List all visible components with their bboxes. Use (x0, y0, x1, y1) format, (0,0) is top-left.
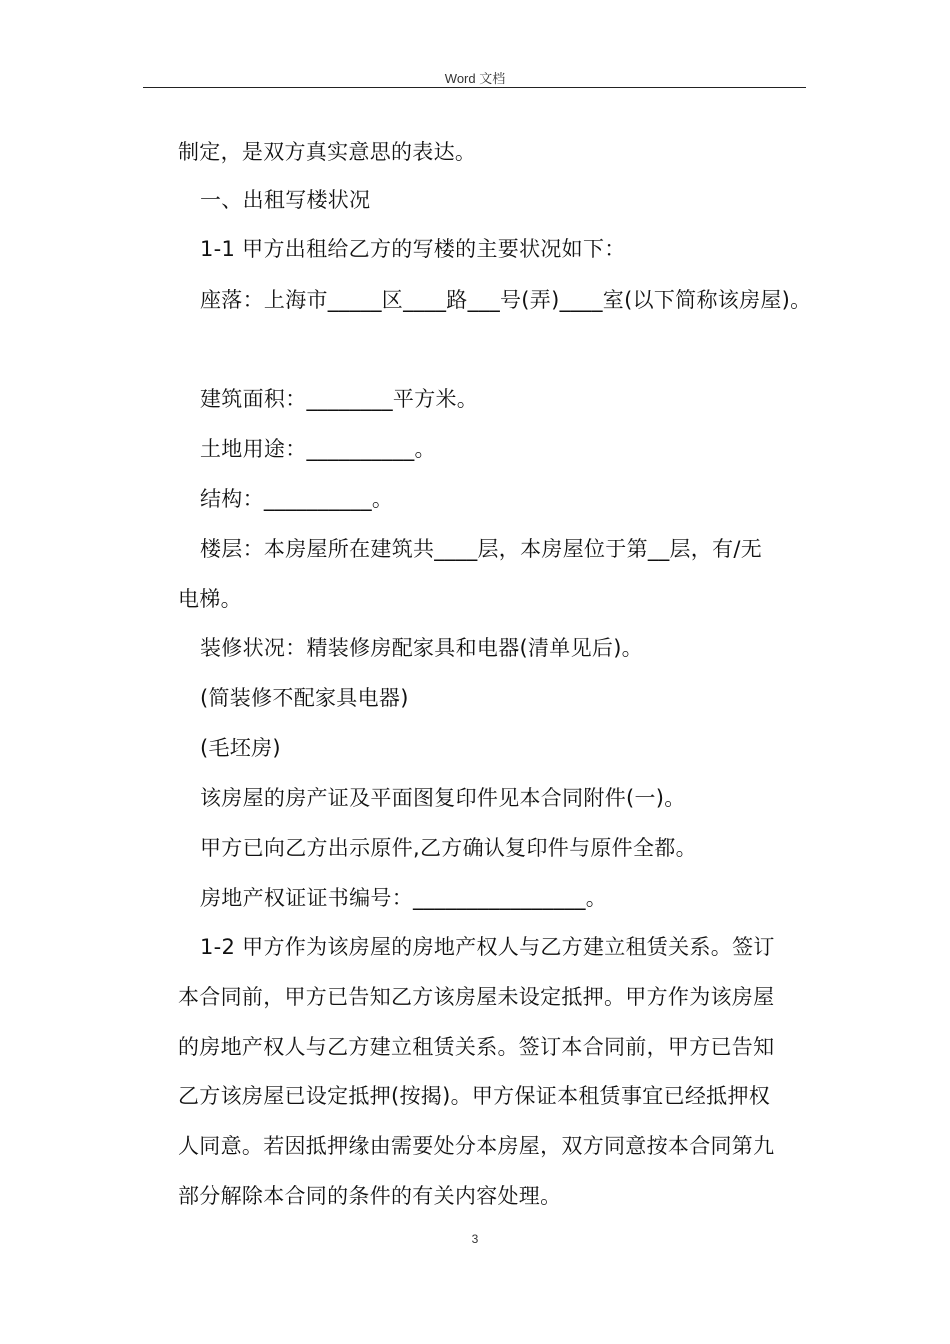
paragraph-line: 该房屋的房产证及平面图复印件见本合同附件(一)。 (200, 786, 686, 810)
paragraph-line: 楼层：本房屋所在建筑共____层，本房屋位于第__层，有/无 (200, 537, 763, 561)
paragraph-line: 的房地产权人与乙方建立租赁关系。签订本合同前，甲方已告知 (178, 1035, 775, 1059)
header-title: Word 文档 (444, 71, 506, 86)
paragraph-line: 甲方已向乙方出示原件,乙方确认复印件与原件全都。 (200, 836, 697, 860)
paragraph-line: 本合同前，甲方已告知乙方该房屋未设定抵押。甲方作为该房屋 (178, 985, 775, 1009)
clause-heading: 1-2 甲方作为该房屋的房地产权人与乙方建立租赁关系。签订 (200, 935, 775, 959)
paragraph-line: 装修状况：精装修房配家具和电器(清单见后)。 (200, 636, 643, 660)
page-number: 3 (471, 1232, 479, 1246)
header-rule (143, 87, 806, 88)
paragraph-line: 座落：上海市_____区____路___号(弄)____室(以下简称该房屋)。 (200, 288, 812, 312)
paragraph-line: 部分解除本合同的条件的有关内容处理。 (178, 1184, 562, 1208)
paragraph-line: (简装修不配家具电器) (200, 686, 409, 710)
paragraph-line: 建筑面积：________平方米。 (200, 387, 479, 411)
clause-heading: 1-1 甲方出租给乙方的写楼的主要状况如下： (200, 237, 626, 261)
paragraph-line: 人同意。若因抵押缘由需要处分本房屋，双方同意按本合同第九 (178, 1134, 775, 1158)
paragraph-line: (毛坯房) (200, 736, 281, 760)
paragraph-line: 结构：__________。 (200, 487, 394, 511)
paragraph-line: 土地用途：__________。 (200, 437, 436, 461)
paragraph-line: 房地产权证证书编号：________________。 (200, 886, 608, 910)
paragraph-line: 制定，是双方真实意思的表达。 (178, 140, 477, 164)
paragraph-line: 乙方该房屋已设定抵押(按揭)。甲方保证本租赁事宜已经抵押权 (178, 1084, 771, 1108)
section-heading: 一、出租写楼状况 (200, 188, 371, 212)
paragraph-line: 电梯。 (178, 587, 242, 611)
